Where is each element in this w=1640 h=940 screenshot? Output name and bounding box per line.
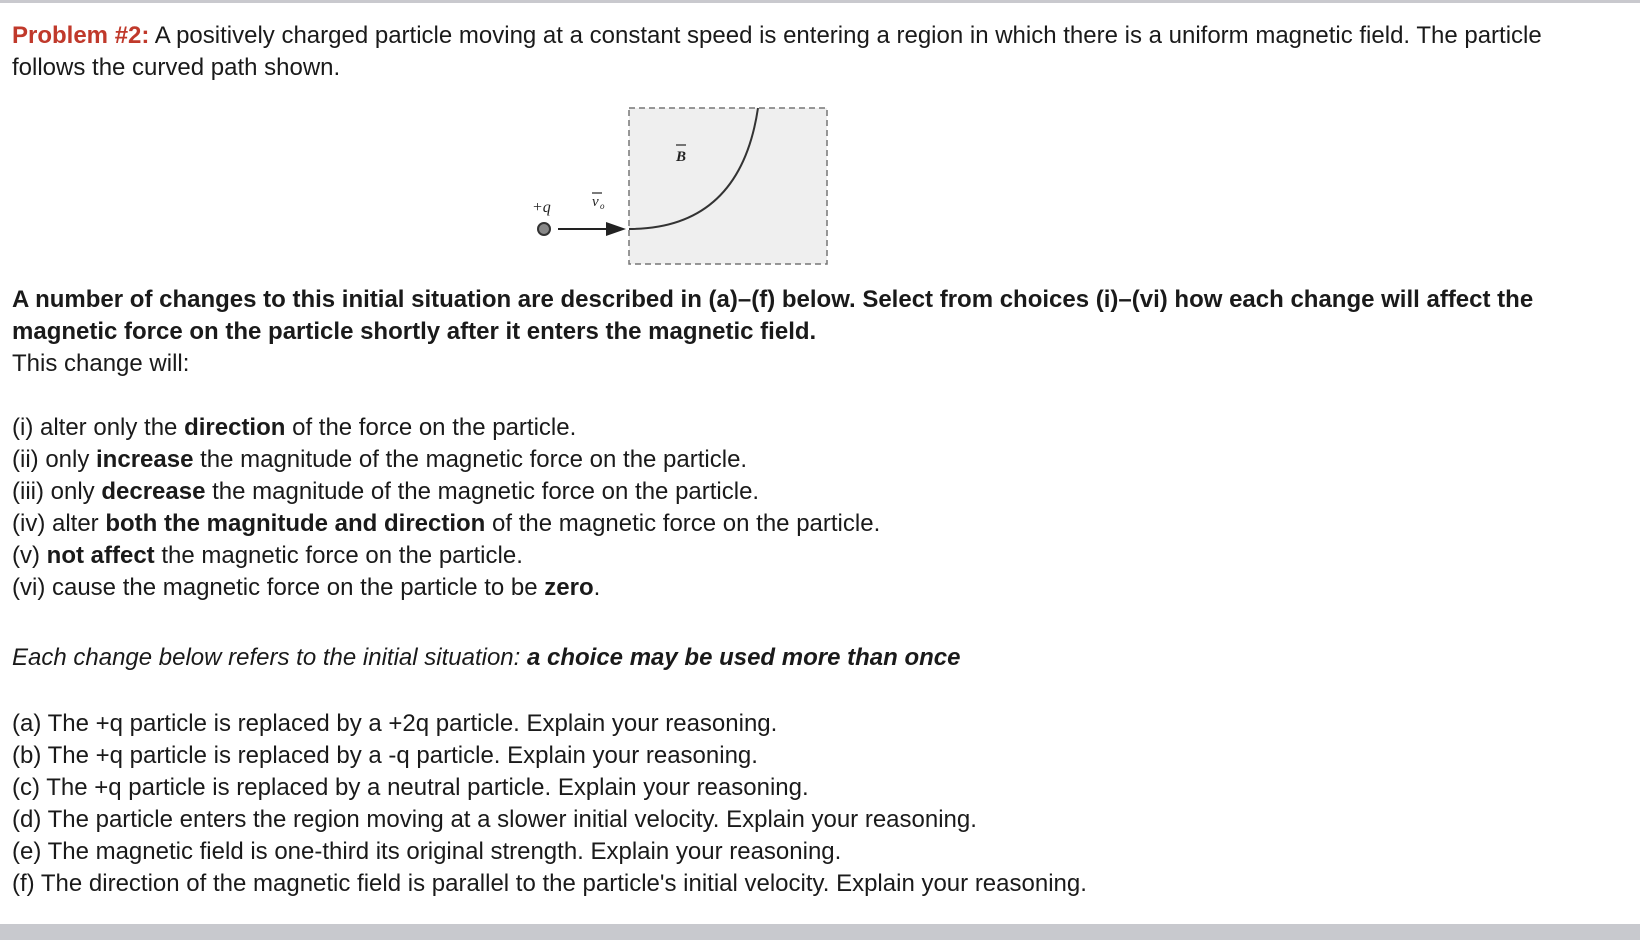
charge-label: +q <box>532 199 551 216</box>
problem-intro-text: A positively charged particle moving at a constant speed is entering a region in which there is a uniform magnetic field. The particle follows the curved path shown. <box>12 22 1542 81</box>
top-border <box>0 0 1640 3</box>
choice-item: (ii) only increase the magnitude of the magnetic force on the particle. <box>12 446 748 473</box>
instructions <box>12 284 1612 380</box>
problem-intro <box>12 20 1612 84</box>
choice-item: (v) not affect the magnetic force on the particle. <box>12 542 523 569</box>
change-item: (d) The particle enters the region moving at a slower initial velocity. Explain your reasoning. <box>12 806 977 833</box>
usage-note-italic: Each change below refers to the initial situation: <box>12 644 521 671</box>
change-item: (f) The direction of the magnetic field is parallel to the particle's initial velocity. Explain your reasoning. <box>12 870 1087 897</box>
velocity-label: v <box>592 194 599 210</box>
change-item: (a) The +q particle is replaced by a +2q particle. Explain your reasoning. <box>12 710 778 737</box>
choice-item: (vi) cause the magnetic force on the particle to be zero. <box>12 574 601 601</box>
change-item: (c) The +q particle is replaced by a neutral particle. Explain your reasoning. <box>12 774 809 801</box>
magnetic-field-diagram <box>532 106 880 278</box>
choice-item: (iii) only decrease the magnitude of the magnetic force on the particle. <box>12 478 760 505</box>
instructions-bold: A number of changes to this initial situation are described in (a)–(f) below. Select from choices (i)–(vi) how each change will affect the magnetic force on the particle shortly after it enters the magnetic field. <box>12 286 1534 345</box>
bottom-bar <box>0 924 1640 940</box>
usage-note-bold: a choice may be used more than once <box>526 644 961 671</box>
particle <box>538 223 550 235</box>
change-item: (b) The +q particle is replaced by a -q particle. Explain your reasoning. <box>12 742 758 769</box>
usage-note <box>12 644 960 672</box>
choice-list <box>12 412 880 604</box>
field-label: B <box>676 149 687 165</box>
problem-label: Problem #2: <box>12 22 150 49</box>
change-list <box>12 708 1087 900</box>
change-item: (e) The magnetic field is one-third its original strength. Explain your reasoning. <box>12 838 842 865</box>
velocity-subscript: o <box>600 201 605 211</box>
velocity-arrowhead <box>606 222 626 236</box>
instructions-lead: This change will: <box>12 350 190 377</box>
choice-item: (i) alter only the direction of the force on the particle. <box>12 414 577 441</box>
choice-item: (iv) alter both the magnitude and direction of the magnetic force on the particle. <box>12 510 881 537</box>
